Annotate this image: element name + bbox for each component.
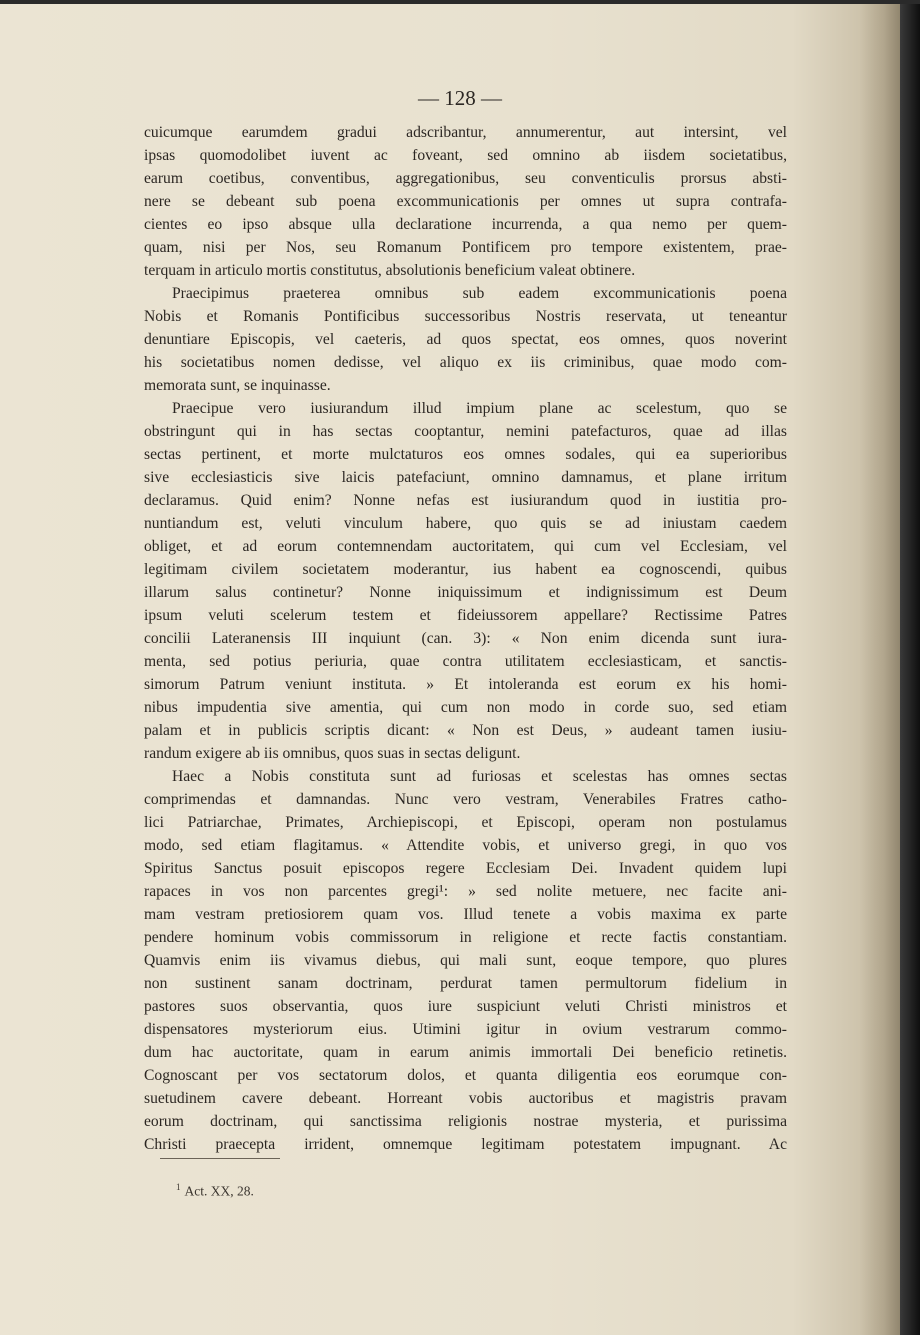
text-line: illarum salus continetur? Nonne iniquissimum et indignissimum est Deum — [144, 584, 787, 601]
text-line: simorum Patrum veniunt instituta. » Et intoleranda est eorum ex his homi- — [144, 676, 787, 693]
footnote-text: Act. XX, 28. — [184, 1183, 254, 1199]
text-line: cientes eo ipso absque ulla declaratione incurrenda, a qua nemo per quem- — [144, 216, 787, 233]
text-line: declaramus. Quid enim? Nonne nefas est iusiurandum quod in iustitia pro- — [144, 492, 787, 509]
text-line: Spiritus Sanctus posuit episcopos regere Ecclesiam Dei. Invadent quidem lupi — [144, 860, 787, 877]
text-line: nuntiandum est, veluti vinculum habere, quo quis se ad iniustam caedem — [144, 515, 787, 532]
text-line: legitimam civilem societatem moderantur, ius habent ea cognoscendi, quibus — [144, 561, 787, 578]
text-line: menta, sed potius periuria, quae contra utilitatem ecclesiasticam, et sanctis- — [144, 653, 787, 670]
text-line: concilii Lateranensis III inquiunt (can. 3): « Non enim dicenda sunt iura- — [144, 630, 787, 647]
text-line: Praecipue vero iusiurandum illud impium plane ac scelestum, quo se — [172, 400, 787, 417]
text-line: dispensatores mysteriorum eius. Utimini igitur in ovium vestrarum commo- — [144, 1021, 787, 1038]
text-line: ipsas quomodolibet iuvent ac foveant, sed omnino ab iisdem societatibus, — [144, 147, 787, 164]
text-line: memorata sunt, se inquinasse. — [144, 377, 331, 394]
page-gutter-shadow — [860, 0, 900, 1335]
text-line: randum exigere ab iis omnibus, quos suas in sectas deligunt. — [144, 745, 521, 762]
text-line: sive ecclesiasticis sive laicis patefaciunt, omnino damnamus, et plane irritum — [144, 469, 787, 486]
body-text — [144, 121, 787, 1156]
text-line: rapaces in vos non parcentes gregi¹: » sed nolite metuere, nec facite ani- — [144, 883, 787, 900]
text-line: Nobis et Romanis Pontificibus successoribus Nostris reservata, ut teneantur — [144, 308, 787, 325]
text-line: nere se debeant sub poena excommunicationis per omnes ut supra contrafa- — [144, 193, 787, 210]
text-line: Quamvis enim iis vivamus diebus, qui mali sunt, eoque tempore, quo plures — [144, 952, 787, 969]
text-line: Cognoscant per vos sectatorum dolos, et quanta diligentia eos eorumque con- — [144, 1067, 787, 1084]
book-edge — [900, 0, 920, 1335]
footnote-separator — [160, 1158, 280, 1159]
text-line: obstringunt qui in has sectas cooptantur, nemini patefacturos, quae ad illas — [144, 423, 787, 440]
text-line: palam et in publicis scriptis dicant: « Non est Deus, » audeant tamen iusiu- — [144, 722, 787, 739]
scan-top-edge — [0, 0, 920, 4]
footnote-marker: 1 — [176, 1182, 181, 1192]
text-line: Christi praecepta irrident, omnemque legitimam potestatem impugnant. Ac — [144, 1136, 787, 1153]
text-line: terquam in articulo mortis constitutus, absolutionis beneficium valeat obtinere. — [144, 262, 636, 279]
text-line: eorum doctrinam, qui sanctissima religionis nostrae mysteria, et purissima — [144, 1113, 787, 1130]
text-line: Haec a Nobis constituta sunt ad furiosas et scelestas has omnes sectas — [172, 768, 787, 785]
text-line: suetudinem cavere debeant. Horreant vobis auctoribus et magistris pravam — [144, 1090, 787, 1107]
text-line: lici Patriarchae, Primates, Archiepiscopi, et Episcopi, operam non postulamus — [144, 814, 787, 831]
text-line: quam, nisi per Nos, seu Romanum Pontificem pro tempore existentem, prae- — [144, 239, 787, 256]
text-line: earum coetibus, conventibus, aggregationibus, seu conventiculis prorsus absti- — [144, 170, 787, 187]
text-line: cuicumque earumdem gradui adscribantur, annumerentur, aut intersint, vel — [144, 124, 787, 141]
footnote — [176, 1182, 254, 1200]
text-line: Praecipimus praeterea omnibus sub eadem excommunicationis poena — [172, 285, 787, 302]
text-line: denuntiare Episcopis, vel caeteris, ad quos spectat, eos omnes, quos noverint — [144, 331, 787, 348]
text-line: sectas pertinent, et morte mulctaturos eos omnes sodales, qui ea superioribus — [144, 446, 787, 463]
text-line: pendere hominum vobis commissorum in religione et recte factis constantiam. — [144, 929, 787, 946]
text-line: pastores suos observantia, quos iure suspiciunt veluti Christi ministros et — [144, 998, 787, 1015]
text-line: non sustinent sanam doctrinam, perdurat tamen permultorum fidelium in — [144, 975, 787, 992]
text-line: modo, sed etiam flagitamus. « Attendite vobis, et universo gregi, in quo vos — [144, 837, 787, 854]
text-line: dum hac auctoritate, quam in earum animis immortali Dei beneficio retinetis. — [144, 1044, 787, 1061]
text-line: nibus impudentia sive amentia, qui cum non modo in corde suo, sed etiam — [144, 699, 787, 716]
text-line: ipsum veluti scelerum testem et fideiussorem appellare? Rectissime Patres — [144, 607, 787, 624]
page-number: — 128 — — [418, 86, 502, 110]
text-line: comprimendas et damnandas. Nunc vero vestram, Venerabiles Fratres catho- — [144, 791, 787, 808]
text-line: mam vestram pretiosiorem quam vos. Illud tenete a vobis maxima ex parte — [144, 906, 787, 923]
text-line: his societatibus nomen dedisse, vel aliquo ex iis criminibus, quae modo com- — [144, 354, 787, 371]
text-line: obliget, et ad eorum contemnendam auctoritatem, qui cum vel Ecclesiam, vel — [144, 538, 787, 555]
